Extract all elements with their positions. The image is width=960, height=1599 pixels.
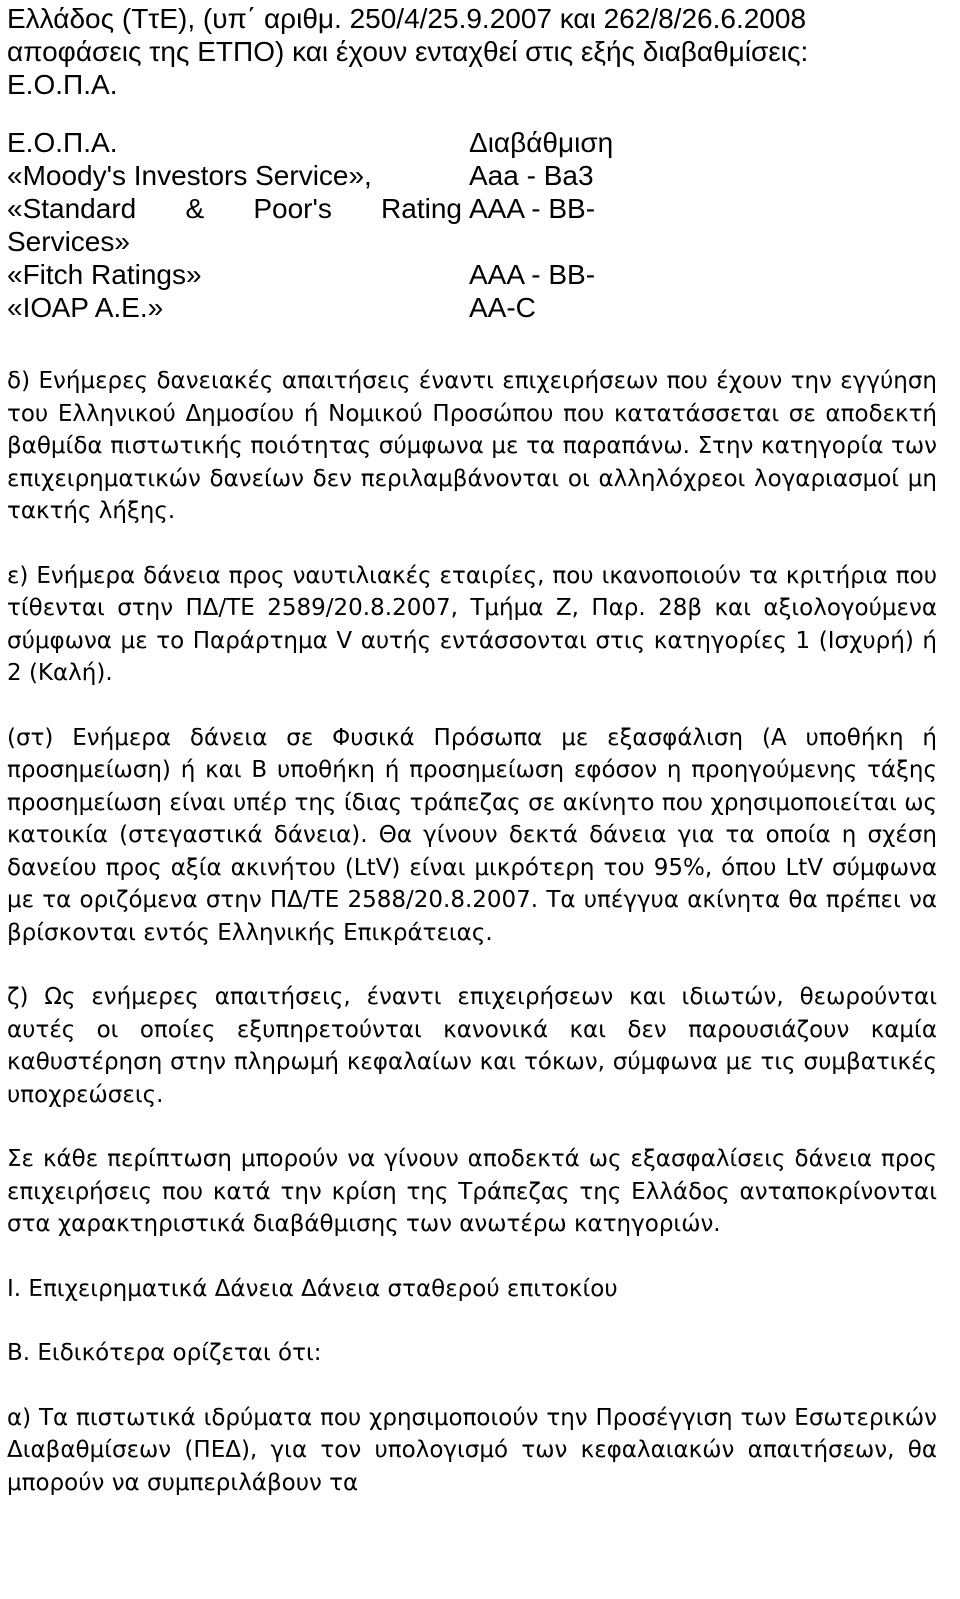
grade-range: AA-C bbox=[469, 292, 536, 323]
ratings-row bbox=[7, 258, 937, 291]
document-page bbox=[7, 2, 937, 1496]
ratings-header-grade: Διαβάθμιση bbox=[469, 127, 614, 158]
paragraph-general: Σε κάθε περίπτωση μπορούν να γίνουν αποδεκτά ως εξασφαλίσεις δάνεια προς επιχειρήσεις που κατά την κρίση της Τράπεζας της Ελλάδος ανταποκρίνονται στα χαρακτηριστικά διαβάθμισης των ανωτέρω κατηγοριών. bbox=[7, 1146, 937, 1237]
agency-name: «Standard & Poor's Rating bbox=[7, 193, 462, 224]
ratings-header-agency: Ε.Ο.Π.Α. bbox=[7, 127, 118, 158]
body-paragraphs bbox=[7, 365, 937, 1531]
intro-text bbox=[7, 2, 937, 101]
ratings-row bbox=[7, 291, 937, 324]
paragraph-d: δ) Ενήμερες δανειακές απαιτήσεις έναντι επιχειρήσεων που έχουν την εγγύηση του Ελληνικού Δημοσίου ή Νομικού Προσώπου που κατατάσσεται σε αποδεκτή βαθμίδα πιστωτικής ποιότητας σύμφωνα με τα παραπάνω. Στην κατηγορία των επιχειρηματικών δανείων δεν περιλαμβάνονται οι αλληλόχρεοι λογαριασμοί μη τακτής λήξης. bbox=[7, 368, 937, 524]
section-heading-b: Β. Ειδικότερα ορίζεται ότι: bbox=[7, 1340, 322, 1366]
ratings-row bbox=[7, 192, 937, 225]
grade-range: Aaa - Ba3 bbox=[469, 160, 594, 191]
ratings-row bbox=[7, 225, 937, 258]
agency-name: «ΙΟΑΡ Α.Ε.» bbox=[7, 292, 164, 323]
grade-range: AAA - BB- bbox=[469, 259, 596, 290]
paragraph-st: (στ) Ενήμερα δάνεια σε Φυσικά Πρόσωπα με εξασφάλιση (Α υποθήκη ή προσημείωση) ή και Β υποθήκη ή προσημείωση εφόσον η προηγούμενης τάξης προσημείωση είναι υπέρ της ίδιας τράπεζας σε ακίνητο που χρησιμοποιείται ως κατοικία (στεγαστικά δάνεια). Θα γίνουν δεκτά δάνεια για τα οποία η σχέση δανείου προς αξία ακινήτου (LtV) είναι μικρότερη του 95%, όπου LtV σύμφωνα με τα οριζόμενα στην ΠΔ/ΤΕ 2588/20.8.2007. Τα υπέγγυα ακίνητα θα πρέπει να βρίσκονται εντός Ελληνικής Επικράτειας. bbox=[7, 724, 937, 946]
paragraph-z: ζ) Ως ενήμερες απαιτήσεις, έναντι επιχειρήσεων και ιδιωτών, θεωρούνται αυτές οι οποίες εξυπηρετούνται κανονικά και δεν παρουσιάζουν καμία καθυστέρηση στην πληρωμή κεφαλαίων και τόκων, σύμφωνα με τις συμβατικές υποχρεώσεις. bbox=[7, 984, 937, 1108]
intro-line-3: Ε.Ο.Π.Α. bbox=[7, 69, 118, 100]
grade-range: AAA - BB- bbox=[469, 193, 596, 224]
ratings-row bbox=[7, 159, 937, 192]
intro-line-1: Ελλάδος (ΤτΕ), (υπ΄ αριθμ. 250/4/25.9.2007 και 262/8/26.6.2008 bbox=[7, 3, 807, 34]
agency-name: «Moody's Investors Service», bbox=[7, 160, 372, 191]
agency-name-continued: Services» bbox=[7, 226, 130, 257]
paragraph-e: ε) Ενήμερα δάνεια προς ναυτιλιακές εταιρίες, που ικανοποιούν τα κριτήρια που τίθενται στην ΠΔ/ΤΕ 2589/20.8.2007, Τμήμα Ζ, Παρ. 28β και αξιολογούμενα σύμφωνα με το Παράρτημα V αυτής εντάσσονται στις κατηγορίες 1 (Ισχυρή) ή 2 (Καλή). bbox=[7, 562, 937, 686]
ratings-header-row bbox=[7, 126, 937, 159]
intro-line-2: αποφάσεις της ΕΤΠΟ) και έχουν ενταχθεί στις εξής διαβαθμίσεις: bbox=[7, 36, 809, 67]
paragraph-a: α) Τα πιστωτικά ιδρύματα που χρησιμοποιούν την Προσέγγιση των Εσωτερικών Διαβαθμίσεων (ΠΕΔ), για τον υπολογισμό των κεφαλαιακών απαιτήσεων, θα μπορούν να συμπεριλάβουν τα bbox=[7, 1404, 937, 1496]
section-heading-i: Ι. Επιχειρηματικά Δάνεια Δάνεια σταθερού επιτοκίου bbox=[7, 1275, 618, 1302]
agency-name: «Fitch Ratings» bbox=[7, 259, 202, 290]
ratings-table bbox=[7, 126, 937, 324]
